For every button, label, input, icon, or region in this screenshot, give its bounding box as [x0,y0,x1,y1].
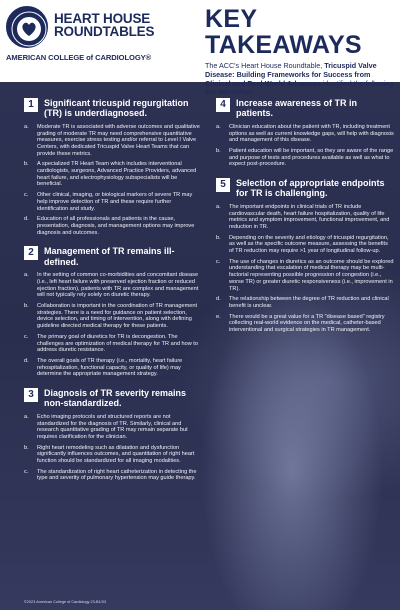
intro-text [205,62,395,97]
list-item [216,259,394,293]
item-text: The relationship between the degree of TR reduction and clinical benefit is unclear. [229,296,389,309]
list-item [24,414,202,441]
list-item [24,334,202,354]
item-text: Other clinical, imaging, or biological markers of severe TR may help improve detection of TR and these require further identification and study. [37,192,193,212]
section-number: 4 [216,98,230,112]
item-label: d. [24,216,29,223]
list-item [24,358,202,378]
list-item [24,192,202,212]
list-item [24,272,202,299]
logo-org: AMERICAN COLLEGE of CARDIOLOGY® [6,53,152,62]
section-1 [24,98,202,236]
item-text: Right heart remodeling such as dilatation and dysfunction significantly influences outcomes, and quantitation of right heart function should be standardized for all imaging modalities. [37,444,195,465]
acc-seal-icon [6,6,48,48]
item-label: c. [24,468,29,475]
item-text: Echo imaging protocols and structured reports are not standardized for the diagnosis of TR. Similarly, clinical and research quantitative grading of TR may remain separate but requires clarification for the clinician. [37,413,188,440]
section-number: 2 [24,246,38,260]
section-5 [216,178,394,334]
list-item [216,314,394,334]
item-label: c. [24,192,29,199]
section-title: Management of TR remains ill-defined. [44,246,175,267]
section-title: Selection of appropriate endpoints for TR is challenging. [236,178,385,199]
item-label: a. [216,123,221,130]
page-title: KEY TAKEAWAYS [205,5,362,59]
item-text: The use of changes in diuretics as an outcome should be explored understanding that escalation of medical therapy may be multi-factorial representing possible progression of congestion (i.e., worse TR) or greater diuretic responsiveness (i.e., improvement in TR). [229,258,394,292]
item-label: c. [216,258,221,265]
item-text: Education of all professionals and patients in the cause, presentation, diagnosis, and management options may improve diagnosis and outcomes. [37,216,195,236]
item-text: The important endpoints in clinical trials of TR include cardiovascular death, heart failure hospitalization, quality of life metrics and symptom improvement, functional improvement, and reduction in TR. [229,203,390,230]
item-text: There would be a great value for a TR "disease based" registry collecting real-world evidence on the medical, catheter-based interventional and surgical strategies in TR management. [229,313,385,334]
item-label: b. [24,161,29,168]
item-label: b. [216,147,221,154]
right-column [216,98,394,344]
item-text: In the setting of common co-morbidities and concomitant disease (i.e., left heart failure with preserved ejection fraction or reduced ejection fraction), patients with TR are complex and management will not typically rely solely on diuretic therapy. [37,272,199,299]
header [0,0,400,97]
item-label: a. [24,272,29,279]
item-text: The primary goal of diuretics for TR is decongestion. The challenges are optimization of medical therapy for TR and how to address diuretic resistance. [37,333,198,354]
section-number: 5 [216,178,230,192]
list-item [24,469,202,482]
section-header [24,246,202,267]
item-label: e. [216,313,221,320]
item-label: b. [216,234,221,241]
list-item [216,148,394,168]
item-text: The overall goals of TR therapy (i.e., mortality, heart failure rehospitalization, functional capacity, or quality of life) may determine the appropriate management strategy. [37,357,183,378]
intro-bold: Tricuspid Valve Disease: Building Frameworks for Success from Clinical and Real-World Advances [205,61,377,88]
section-header [24,98,202,119]
copyright: ©2023 American College of Cardiology 23-B1/03 [24,600,106,604]
item-text: Patient education will be important, so they are aware of the range and purpose of tests and procedures available as well as what to expect post-procedure. [229,147,394,168]
section-title: Diagnosis of TR severity remains non-standardized. [44,388,187,409]
item-text: Clinician education about the patient with TR, including treatment options as well as current knowledge gaps, will help with diagnosis and management of this disease. [229,123,394,144]
list-item [24,161,202,188]
left-column [24,98,202,492]
item-label: b. [24,302,29,309]
logo-title: HEART HOUSE ROUNDTABLES [54,11,155,39]
item-text: A specialized TR Heart Team which includes interventional cardiologists, surgeons, Advanced Practice Providers, advanced heart failure, and electrophysiology subspecialists will be beneficial. [37,161,197,188]
item-label: d. [216,296,221,303]
item-label: b. [24,444,29,451]
item-text: Moderate TR is associated with adverse outcomes and qualitative grading of moderate TR may need comprehensive quantitative measures, exercise stress testing and/or referral to Level I Valve Centers, with dedicated Tricuspid Valve Heart Teams that can provide these metrics. [37,123,200,157]
intro-pre: The ACC's Heart House Roundtable, [205,61,325,70]
item-text: The standardization of right heart catheterization in detecting the type and severity of pulmonary hypertension may guide therapy. [37,468,197,482]
list-item [216,235,394,255]
section-header [216,98,394,119]
section-title: Significant tricuspid regurgitation (TR) is underdiagnosed. [44,98,189,119]
item-text: Depending on the severity and etiology of tricuspid regurgitation, as well as the specific outcome measure, assessing the benefits of TR reduction may require >1 year of longitudinal follow-up. [229,234,389,255]
section-4 [216,98,394,168]
section-title: Increase awareness of TR in patients. [236,98,358,119]
list-item [24,124,202,158]
item-label: a. [24,413,29,420]
section-number: 1 [24,98,38,112]
list-item [24,216,202,236]
list-item [216,204,394,231]
item-label: a. [24,123,29,130]
section-number: 3 [24,388,38,402]
section-3 [24,388,202,482]
intro-post: identified the following key takeaways: [205,78,394,97]
list-item [24,303,202,330]
list-item [24,445,202,465]
item-label: a. [216,203,221,210]
list-item [216,296,394,309]
list-item [216,124,394,144]
section-header [216,178,394,199]
item-label: d. [24,357,29,364]
title-column [205,6,395,97]
section-header [24,388,202,409]
item-label: c. [24,333,29,340]
logo [6,6,186,66]
section-2 [24,246,202,378]
item-text: Collaboration is important in the coordination of TR management strategies. There is a need for guidance on patient selection, device selection, and timing of intervention, along with defining guideline directed medical therapy for these patients. [37,302,198,330]
